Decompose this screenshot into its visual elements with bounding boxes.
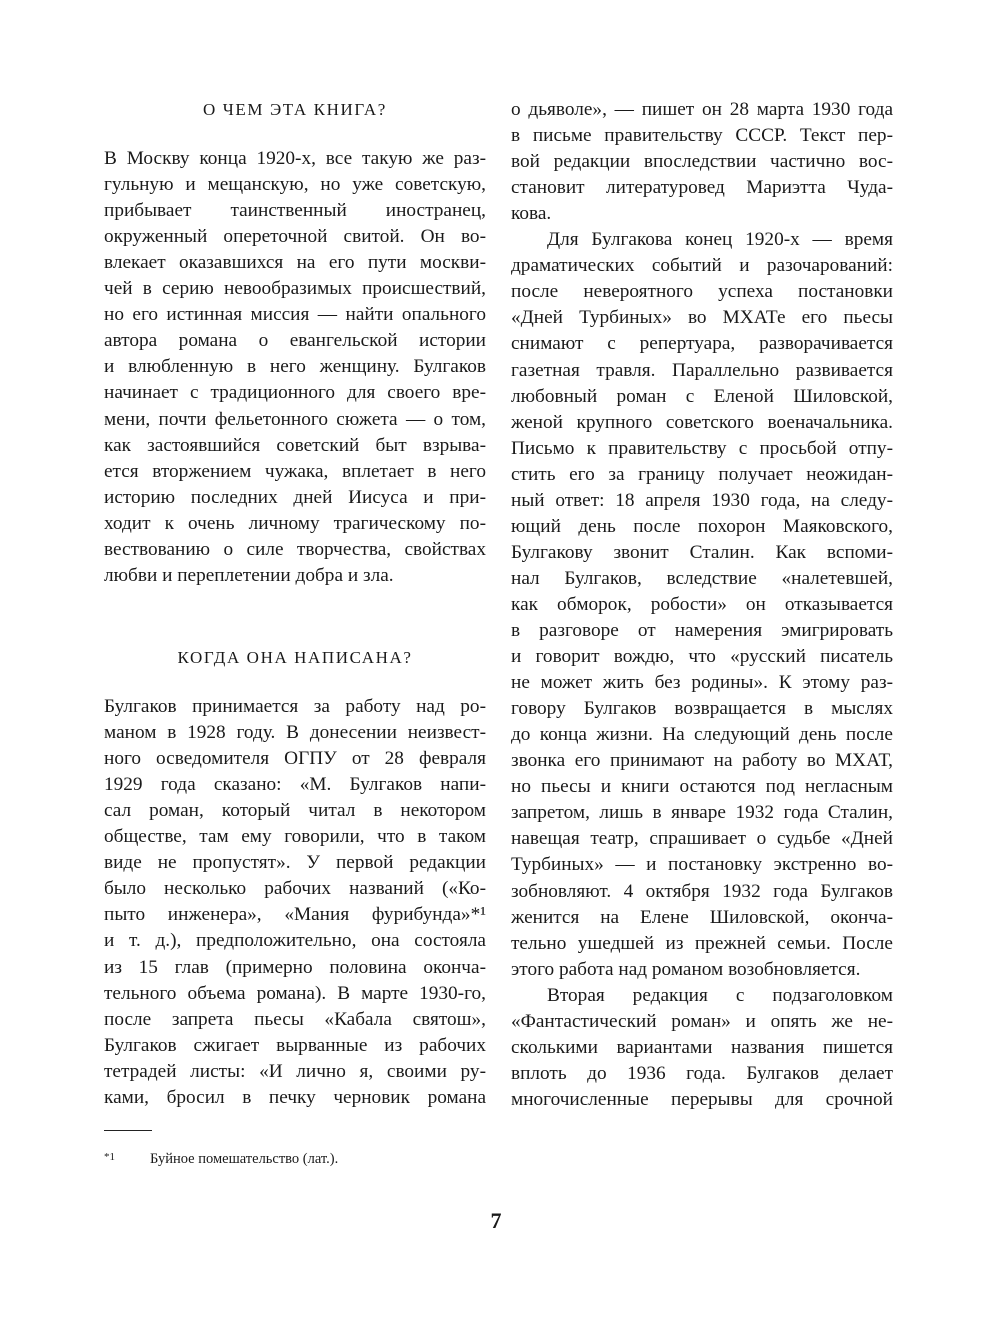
text-line: не может жить без родины». К этому раз- — [511, 672, 893, 694]
text-line: Письмо к правительству с просьбой отпу- — [511, 437, 893, 459]
text-line: историю последних дней Иисуса и при- — [104, 486, 486, 508]
text-line: навещая театр, спрашивает о судьбе «Дней — [511, 828, 893, 850]
text-line: многочисленные перерывы для срочной — [511, 1088, 893, 1110]
text-line: ющий день после похорон Маяковского, — [511, 515, 893, 537]
text-line: Вторая редакция с подзаголовком — [547, 984, 893, 1006]
text-line: запретом, лишь в январе 1932 года Сталин, — [511, 802, 893, 824]
text-line: и говорит вождю, что «русский писатель — [511, 646, 893, 668]
text-line: 1929 года сказано: «М. Булгаков напи- — [104, 774, 486, 796]
text-line: тельно ушедшей из прежней семьи. После — [511, 932, 893, 954]
text-line: до конца жизни. На следующий день после — [511, 724, 893, 746]
text-line: «Дней Турбиных» во МХАТе его пьесы — [511, 307, 893, 329]
text-line: после невероятного успеха постановки — [511, 281, 893, 303]
text-line: в разговоре от намерения эмигрировать — [511, 620, 893, 641]
text-line: вплоть до 1936 года. Булгаков делает — [511, 1062, 893, 1084]
text-line: Булгаков сжигает вырванные из рабочих — [104, 1034, 486, 1056]
text-line: снимают с репертуара, разворачивается — [511, 333, 893, 355]
text-line: женой крупного советского военачальника. — [511, 411, 893, 433]
text-line: драматических событий и разочарований: — [511, 255, 893, 277]
text-line: влекает оказавшихся на его пути москви- — [104, 252, 486, 274]
text-line: вой редакции впоследствии частично вос- — [511, 151, 893, 173]
text-line: любовный роман с Еленой Шиловской, — [511, 385, 893, 407]
text-line: начинает с традиционного для своего вре- — [104, 382, 486, 404]
text-line: но его истинная миссия — найти опального — [104, 304, 486, 326]
text-line: становит литературовед Мариэтта Чуда- — [511, 177, 893, 199]
text-line: и влюбленную в него женщину. Булгаков — [104, 356, 486, 378]
page-number: 7 — [490, 1208, 502, 1233]
text-line: вествованию о силе творчества, свойствах — [104, 538, 486, 560]
text-line: виде не пропустят». У первой редакции — [104, 852, 486, 874]
text-line: ходит к очень личному трагическому по- — [104, 512, 486, 534]
footnote-divider — [104, 1130, 152, 1131]
section-heading: КОГДА ОНА НАПИСАНА? — [177, 648, 413, 667]
text-line: зобновляют. 4 октября 1932 года Булгаков — [511, 880, 893, 902]
text-line: Булгаков принимается за работу над ро- — [104, 696, 486, 717]
section-heading: О ЧЕМ ЭТА КНИГА? — [203, 100, 387, 119]
text-line: гульную и мещанскую, но уже советскую, — [104, 174, 486, 196]
text-line: но пьесы и книги остаются под негласным — [511, 776, 893, 798]
text-line: стить его за границу получает неожидан- — [511, 463, 893, 485]
text-line: В Москву конца 1920-х, все такую же раз- — [104, 148, 486, 169]
text-line: женится на Елене Шиловской, оконча- — [511, 906, 893, 928]
text-line: прибывает таинственный иностранец, — [104, 200, 486, 222]
text-line: мени, почти фельетонного сюжета — о том, — [104, 408, 486, 430]
text-line: тельного объема романа). В марте 1930-го, — [104, 982, 486, 1004]
text-line: кова. — [511, 203, 552, 225]
text-line: окруженный опереточной свитой. Он во- — [104, 226, 486, 248]
text-line: сколькими вариантами названия пишется — [511, 1036, 893, 1058]
text-line: в письме правительству СССР. Текст пер- — [511, 125, 893, 147]
text-line: ного осведомителя ОГПУ от 28 февраля — [104, 748, 486, 770]
text-line: автора романа о евангельской истории — [104, 330, 486, 352]
text-line: пыто инженера», «Мания фурибунда»*¹ — [104, 904, 486, 926]
text-line: тетрадей листы: «И лично я, своими ру- — [104, 1060, 486, 1082]
text-line: ется вторжением чужака, вплетает в него — [104, 460, 486, 482]
footnote-mark: *1 — [104, 1151, 115, 1163]
footnote-text: Буйное помешательство (лат.). — [150, 1151, 339, 1167]
text-line: как застоявшийся советский быт взрыва- — [104, 434, 486, 456]
text-line: любви и переплетении добра и зла. — [104, 564, 394, 586]
text-line: нал Булгаков, вследствие «налетевшей, — [511, 567, 893, 589]
text-line: Турбиных» — и постановку экстренно во- — [511, 854, 893, 876]
text-line: о дьяволе», — пишет он 28 марта 1930 года — [511, 99, 893, 120]
text-line: говору Булгаков возвращается в мыслях — [511, 698, 893, 720]
text-line: звонка его принимают на работу во МХАТ, — [511, 750, 893, 772]
text-line: из 15 глав (примерно половина оконча- — [104, 956, 486, 978]
text-line: обществе, там ему говорили, что в таком — [104, 826, 486, 848]
text-line: после запрета пьесы «Кабала святош», — [104, 1008, 486, 1030]
footnote — [104, 1151, 338, 1168]
text-line: маном в 1928 году. В донесении неизвест- — [104, 722, 486, 744]
text-line: Для Булгакова конец 1920-х — время — [547, 229, 893, 251]
text-line: «Фантастический роман» и опять же не- — [511, 1010, 893, 1032]
text-line: ный ответ: 18 апреля 1930 года, на следу- — [511, 489, 893, 511]
text-line: сал роман, который читал в некотором — [104, 800, 486, 822]
text-line: газетная травля. Параллельно развивается — [511, 359, 893, 381]
text-line: как обморок, робости» он отказывается — [511, 593, 893, 615]
text-line: ками, бросил в печку черновик романа — [104, 1086, 486, 1108]
text-line: этого работа над романом возобновляется. — [511, 958, 861, 980]
text-line: чей в серию невообразимых происшествий, — [104, 278, 486, 300]
text-line: и т. д.), предположительно, она состояла — [104, 930, 486, 952]
text-line: было несколько рабочих названий («Ко- — [104, 878, 486, 900]
text-line: Булгакову звонит Сталин. Как вспоми- — [511, 541, 893, 563]
